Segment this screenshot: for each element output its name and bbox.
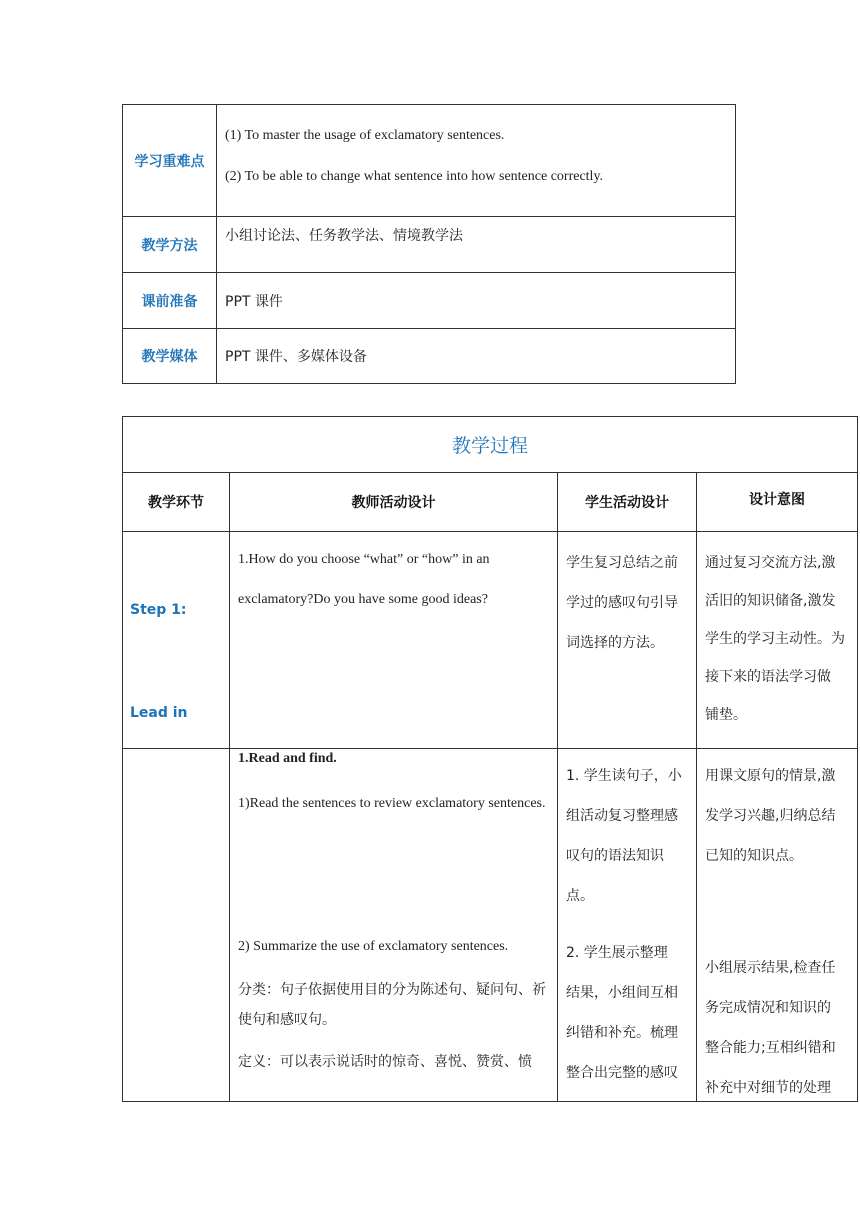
header-intent: 设计意图 (697, 473, 858, 532)
step2-student2-line-2: 结果，小组间互相 (566, 985, 678, 1001)
step1-teacher-line-1: 1.How do you choose “what” or “how” in an (238, 552, 490, 567)
preparation-value: PPT 课件 (217, 273, 736, 329)
key-points-cell (217, 105, 736, 217)
step2-intent-cell (697, 749, 858, 1102)
step1-intent-line-2: 活旧的知识储备,激发 (705, 593, 836, 609)
step2-teacher-item-1: 1)Read the sentences to review exclamatory sentences. (238, 796, 546, 811)
info-table (122, 104, 736, 384)
step1-student-line-3: 词选择的方法。 (566, 635, 664, 651)
step2-student2-line-1: 2. 学生展示整理 (566, 945, 668, 961)
media-value: PPT 课件、多媒体设备 (217, 329, 736, 384)
step1-teacher-cell (230, 532, 558, 749)
process-title: 教学过程 (123, 417, 858, 473)
row-label-method: 教学方法 (123, 217, 217, 273)
step1-teacher-line-2: exclamatory?Do you have some good ideas? (238, 592, 488, 607)
step2-teacher-classification: 分类：句子依据使用目的分为陈述句、疑问句、祈使句和感叹句。 (238, 982, 546, 1028)
header-teacher: 教师活动设计 (230, 473, 558, 532)
row-label-preparation: 课前准备 (123, 273, 217, 329)
step2-teacher-heading: 1.Read and find. (238, 751, 337, 766)
step1-stage: Lead in (130, 705, 188, 721)
step2-student1-line-3: 叹句的语法知识 (566, 848, 664, 864)
step2-student1-line-2: 组活动复习整理感 (566, 808, 678, 824)
row-label-key-points: 学习重难点 (123, 105, 217, 217)
step1-intent-line-1: 通过复习交流方法,激 (705, 555, 836, 571)
step2-student1-line-4: 点。 (566, 888, 594, 904)
process-table (122, 416, 858, 1102)
step2-intent1-line-1: 用课文原句的情景,激 (705, 768, 836, 784)
step2-intent2-line-2: 务完成情况和知识的 (705, 1000, 831, 1016)
step2-teacher-cell (230, 749, 558, 1102)
step1-student-cell (558, 532, 697, 749)
step2-intent1-line-2: 发学习兴趣,归纳总结 (705, 808, 836, 824)
step2-student-cell (558, 749, 697, 1102)
step2-student-group-1 (566, 765, 682, 905)
key-point-2: (2) To be able to change what sentence into how sentence correctly. (225, 169, 604, 184)
method-value: 小组讨论法、任务教学法、情境教学法 (217, 217, 736, 273)
step2-intent2-line-4: 补充中对细节的处理 (705, 1080, 831, 1096)
step1-intent-line-4: 接下来的语法学习做 (705, 669, 831, 685)
step1-intent-line-5: 铺垫。 (705, 707, 747, 723)
step2-intent2-line-3: 整合能力;互相纠错和 (705, 1040, 836, 1056)
step2-intent-group-2 (705, 957, 836, 1097)
step2-teacher-definition: 定义：可以表示说话时的惊奇、喜悦、赞赏、愤 (238, 1054, 532, 1070)
header-student: 学生活动设计 (558, 473, 697, 532)
header-stage: 教学环节 (123, 473, 230, 532)
step2-student1-line-1: 1. 学生读句子，小 (566, 768, 682, 784)
step1-intent-line-3: 学生的学习主动性。为 (705, 631, 845, 647)
step2-stage-cell (123, 749, 230, 1102)
step1-stage-cell (123, 532, 230, 749)
step1-student-line-2: 学过的感叹句引导 (566, 595, 678, 611)
step2-student-group-2 (566, 942, 678, 1082)
row-label-media: 教学媒体 (123, 329, 217, 384)
step2-intent1-line-3: 已知的知识点。 (705, 848, 803, 864)
step2-teacher-item-2: 2) Summarize the use of exclamatory sentences. (238, 939, 509, 954)
step2-student2-line-3: 纠错和补充。梳理 (566, 1025, 678, 1041)
step2-intent-group-1 (705, 765, 835, 865)
step1-student-line-1: 学生复习总结之前 (566, 555, 678, 571)
key-point-1: (1) To master the usage of exclamatory sentences. (225, 128, 505, 143)
step1-label: Step 1: (130, 602, 187, 618)
step2-student2-line-4: 整合出完整的感叹 (566, 1065, 678, 1081)
step2-intent2-line-1: 小组展示结果,检查任 (705, 960, 836, 976)
step1-intent-cell (697, 532, 858, 749)
